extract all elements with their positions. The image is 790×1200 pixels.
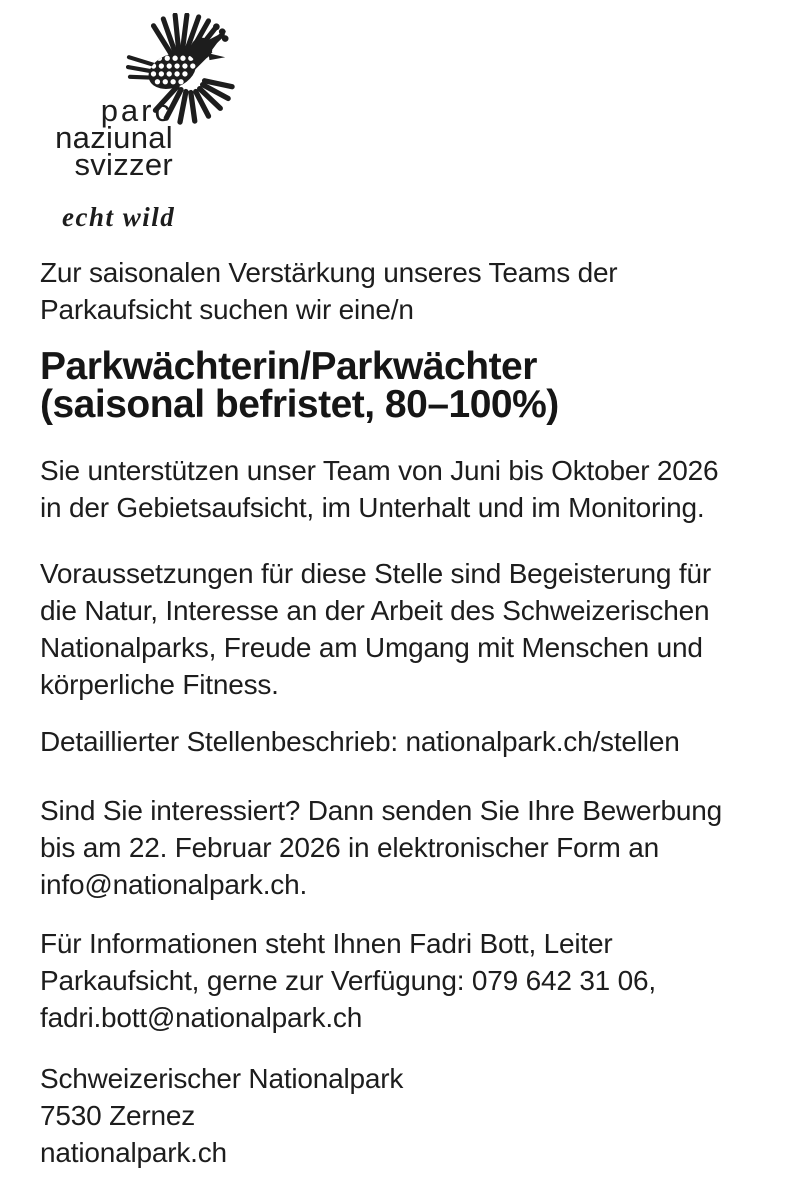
footer-line: nationalpark.ch	[40, 1137, 227, 1168]
paragraph-application	[40, 792, 770, 903]
intro-line: Zur saisonalen Verstärkung unseres Teams der	[40, 257, 618, 288]
logo-tagline: echt wild	[62, 202, 176, 232]
intro-paragraph	[40, 254, 770, 328]
paragraph-contact	[40, 925, 770, 1036]
logo-wordmark-line: parc	[100, 93, 173, 128]
body-line: fadri.bott@nationalpark.ch	[40, 1002, 363, 1033]
footer-line: Schweizerischer Nationalpark	[40, 1063, 404, 1094]
job-title-headline	[40, 345, 770, 426]
body-line: Nationalparks, Freude am Umgang mit Menschen und	[40, 632, 703, 663]
paragraph-duties	[40, 452, 770, 526]
body-line: Detaillierter Stellenbeschrieb: nationalpark.ch/stellen	[40, 726, 680, 757]
body-line: info@nationalpark.ch.	[40, 869, 308, 900]
body-line: körperliche Fitness.	[40, 669, 279, 700]
footer-address	[40, 1060, 770, 1171]
logo-wordmark-line: svizzer	[74, 147, 173, 182]
job-title-line: (saisonal befristet, 80–100%)	[40, 383, 559, 426]
footer-line: 7530 Zernez	[40, 1100, 196, 1131]
body-line: in der Gebietsaufsicht, im Unterhalt und im Monitoring.	[40, 492, 705, 523]
paragraph-requirements	[40, 555, 770, 703]
body-line: Für Informationen steht Ihnen Fadri Bott, Leiter	[40, 928, 613, 959]
body-line: Parkaufsicht, gerne zur Verfügung: 079 642 31 06,	[40, 965, 656, 996]
body-line: Sind Sie interessiert? Dann senden Sie Ihre Bewerbung	[40, 795, 723, 826]
body-line: die Natur, Interesse an der Arbeit des Schweizerischen	[40, 595, 710, 626]
body-line: bis am 22. Februar 2026 in elektronischer Form an	[40, 832, 659, 863]
intro-line: Parkaufsicht suchen wir eine/n	[40, 294, 414, 325]
logo-wordmark-line: naziunal	[55, 120, 173, 155]
paragraph-job-description-link	[40, 723, 770, 760]
logo-wordmark	[32, 93, 173, 182]
body-line: Voraussetzungen für diese Stelle sind Begeisterung für	[40, 558, 711, 589]
body-line: Sie unterstützen unser Team von Juni bis Oktober 2026	[40, 455, 719, 486]
job-title-line: Parkwächterin/Parkwächter	[40, 345, 537, 388]
